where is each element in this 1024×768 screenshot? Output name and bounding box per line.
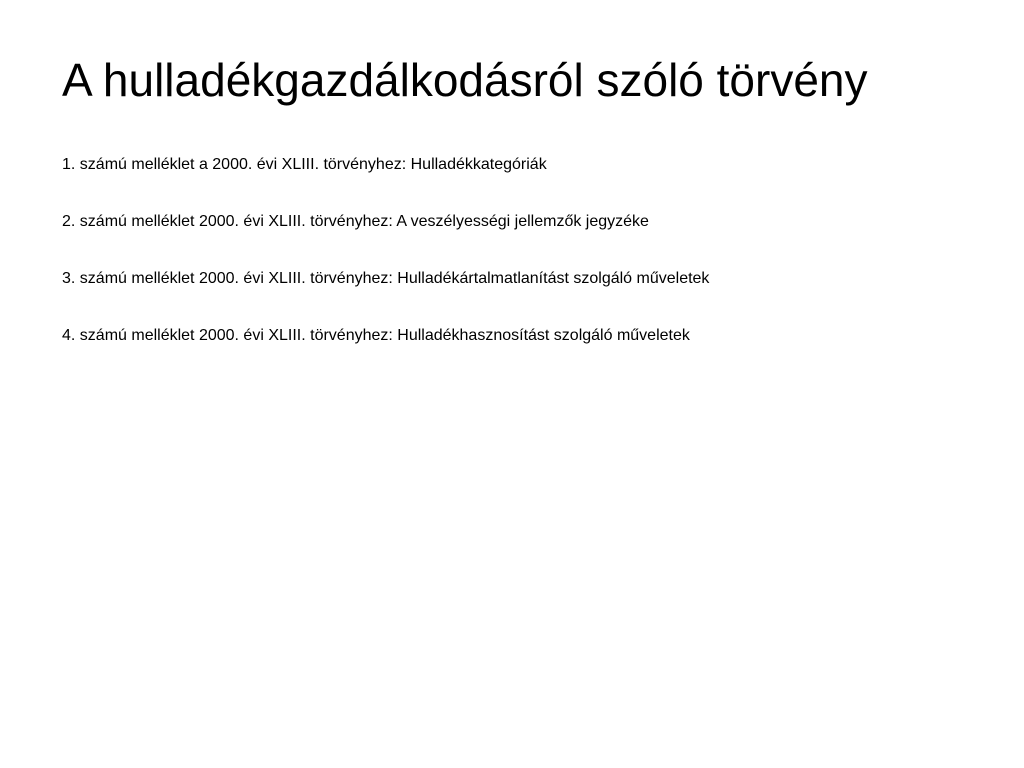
annex-item-1: 1. számú melléklet a 2000. évi XLIII. törvényhez: Hulladékkategóriák bbox=[62, 156, 547, 173]
slide-title: A hulladékgazdálkodásról szóló törvény bbox=[62, 54, 868, 106]
annex-item-3: 3. számú melléklet 2000. évi XLIII. törvényhez: Hulladékártalmatlanítást szolgáló műveletek bbox=[62, 270, 710, 287]
annex-item-2: 2. számú melléklet 2000. évi XLIII. törvényhez: A veszélyességi jellemzők jegyzéke bbox=[62, 213, 649, 230]
annex-item-4: 4. számú melléklet 2000. évi XLIII. törvényhez: Hulladékhasznosítást szolgáló műveletek bbox=[62, 327, 690, 344]
annex-list bbox=[62, 155, 1002, 383]
